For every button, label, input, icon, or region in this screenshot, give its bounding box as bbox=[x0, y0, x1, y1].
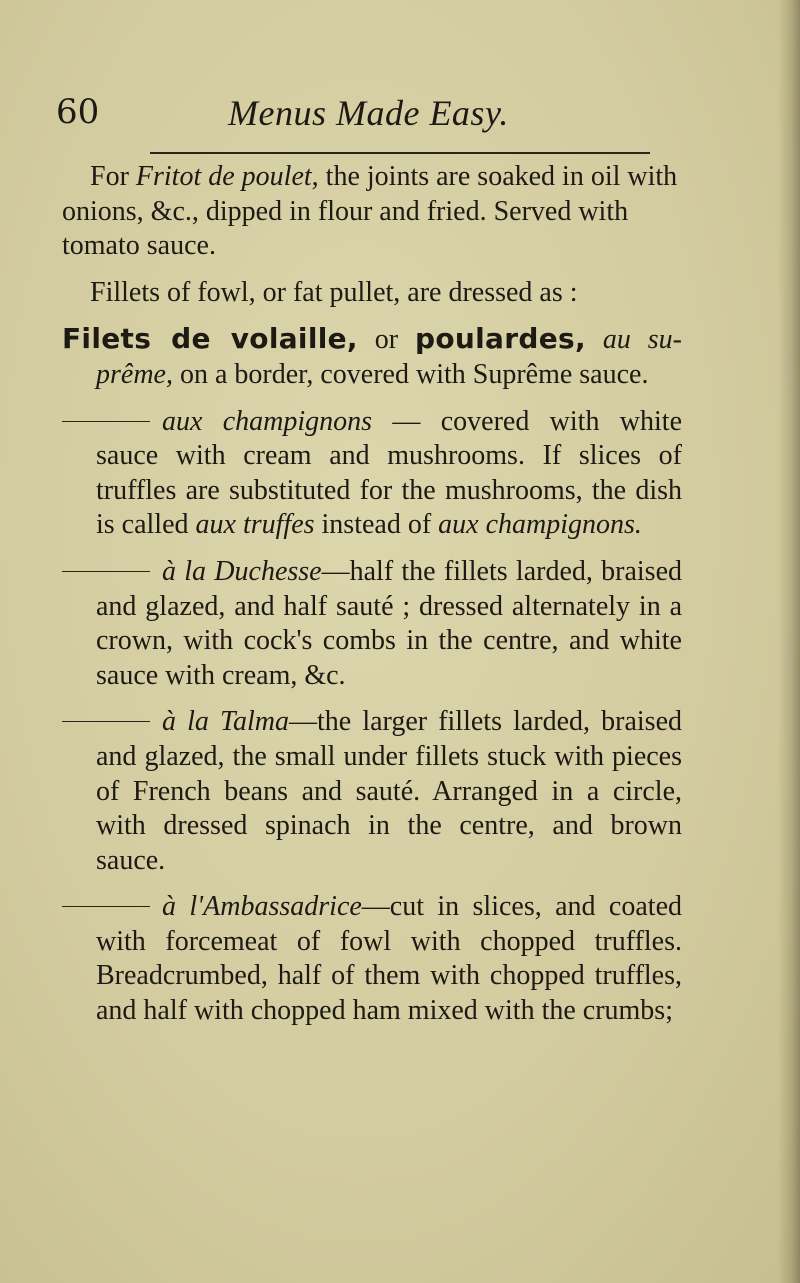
page-header bbox=[56, 92, 746, 142]
ditto-dash bbox=[62, 421, 150, 422]
running-title: Menus Made Easy. bbox=[228, 93, 509, 133]
paragraph-fillets-intro: Fillets of fowl, or fat pullet, are dressed as : bbox=[90, 276, 578, 308]
body-text bbox=[62, 160, 682, 1029]
entry-a-la-duchesse: à la Duchesse—half the fillets larded, braised and glazed, and half sauté ; dressed alternately in a crown, with cock's combs in the centre, and white sauce with cream, &c. bbox=[62, 555, 682, 693]
paragraph-fritot: For Fritot de poulet, the joints are soaked in oil with onions, &c., dipped in flour and fried. Served with tomato sauce. bbox=[62, 161, 678, 262]
entry-a-l-ambassadrice: à l'Ambassadrice—cut in slices, and coated with forcemeat of fowl with chopped truffles. Breadcrumbed, half of them with chopped truffles, and half with chopped ham mixed with the crumbs; bbox=[62, 890, 682, 1028]
entry-filets-de-volaille: Filets de volaille, or poulardes, au su-prême, on a border, covered with Suprême sauce. bbox=[62, 322, 682, 390]
entry-aux-champignons: aux champignons — covered with white sauce with cream and mushrooms. If slices of truffles are substituted for the mushrooms, the dish is called aux truffes instead of aux champignons. bbox=[62, 405, 682, 543]
page-edge-shadow bbox=[778, 0, 800, 1283]
header-rule bbox=[150, 152, 650, 154]
entry-a-la-talma: à la Talma—the larger fillets larded, braised and glazed, the small under fillets stuck with pieces of French beans and sauté. Arranged in a circle, with dressed spinach in the centre, and brown sauce. bbox=[62, 705, 682, 878]
ditto-dash bbox=[62, 571, 150, 572]
page-number: 60 bbox=[56, 92, 100, 132]
ditto-dash bbox=[62, 721, 150, 722]
ditto-dash bbox=[62, 906, 150, 907]
